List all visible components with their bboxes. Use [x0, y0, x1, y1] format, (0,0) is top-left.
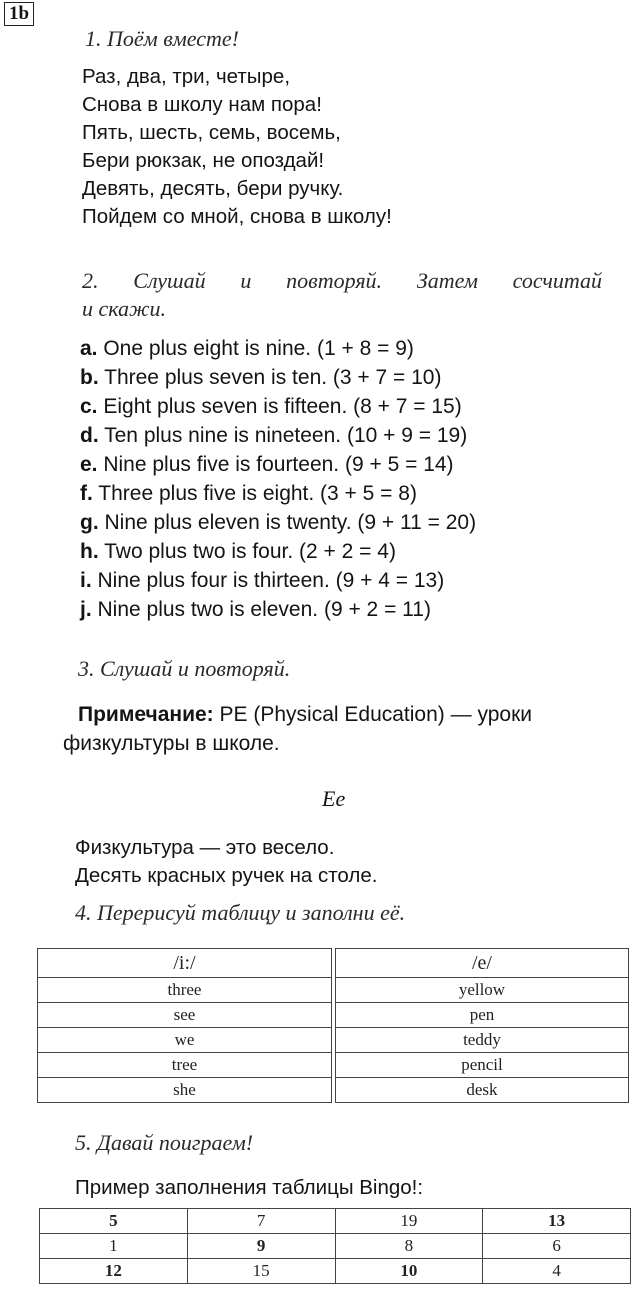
table-cell: she — [38, 1078, 332, 1103]
list-item: d. Ten plus nine is nineteen. (10 + 9 = 19) — [80, 424, 468, 447]
section2-heading-line2: и скажи. — [82, 296, 166, 321]
phonics-line: Десять красных ручек на столе. — [75, 864, 378, 887]
phonics-table — [37, 948, 629, 1103]
section4-heading: 4. Перерисуй таблицу и заполни её. — [75, 900, 406, 925]
list-item: b. Three plus seven is ten. (3 + 7 = 10) — [80, 366, 442, 389]
bingo-cell: 4 — [483, 1259, 631, 1284]
bingo-cell: 10 — [335, 1259, 483, 1284]
list-item: j. Nine plus two is eleven. (9 + 2 = 11) — [80, 598, 431, 621]
list-item: e. Nine plus five is fourteen. (9 + 5 = 14) — [80, 453, 454, 476]
bingo-cell: 19 — [335, 1209, 483, 1234]
note-label: Примечание: — [78, 703, 214, 726]
math-list — [80, 334, 476, 624]
table-cell: we — [38, 1028, 332, 1053]
list-item: g. Nine plus eleven is twenty. (9 + 11 = 20) — [80, 511, 477, 534]
bingo-table — [39, 1208, 631, 1284]
song-line: Пять, шесть, семь, восемь, — [82, 121, 341, 144]
table-cell: pen — [335, 1003, 628, 1028]
table-cell: three — [38, 978, 332, 1003]
section3-heading: 3. Слушай и повторяй. — [78, 656, 291, 681]
list-item: c. Eight plus seven is fifteen. (8 + 7 = 15) — [80, 395, 462, 418]
bingo-cell: 6 — [483, 1234, 631, 1259]
list-item: h. Two plus two is four. (2 + 2 = 4) — [80, 540, 396, 563]
bingo-cell: 7 — [187, 1209, 335, 1234]
bingo-cell: 8 — [335, 1234, 483, 1259]
song-line: Пойдем со мной, снова в школу! — [82, 205, 392, 228]
bingo-cell: 9 — [187, 1234, 335, 1259]
section2-heading-line1: 2. Слушай и повторяй. Затем сосчитай — [82, 268, 602, 293]
table-cell: desk — [335, 1078, 628, 1103]
song-line: Снова в школу нам пора! — [82, 93, 322, 116]
section5-heading: 5. Давай поиграем! — [75, 1130, 254, 1155]
song-line: Девять, десять, бери ручку. — [82, 177, 344, 200]
bingo-cell: 13 — [483, 1209, 631, 1234]
table-cell: yellow — [335, 978, 628, 1003]
note-line1 — [78, 703, 532, 727]
header-i: /i:/ — [38, 949, 332, 978]
phonics-lines — [75, 834, 377, 890]
bingo-cell: 15 — [187, 1259, 335, 1284]
list-item: a. One plus eight is nine. (1 + 8 = 9) — [80, 337, 414, 360]
song-line: Бери рюкзак, не опоздай! — [82, 149, 325, 172]
table-cell: see — [38, 1003, 332, 1028]
song-lines — [82, 63, 392, 231]
song-line: Раз, два, три, четыре, — [82, 65, 291, 88]
table-cell: pencil — [335, 1053, 628, 1078]
phonics-line: Физкультура — это весело. — [75, 836, 335, 859]
note-line2: физкультуры в школе. — [63, 732, 280, 755]
section1-heading: 1. Поём вместе! — [85, 26, 239, 51]
lesson-badge: 1b — [4, 2, 34, 26]
table-cell: teddy — [335, 1028, 628, 1053]
table-cell: tree — [38, 1053, 332, 1078]
list-item: i. Nine plus four is thirteen. (9 + 4 = 13) — [80, 569, 445, 592]
letter-ee: Ee — [322, 786, 346, 811]
list-item: f. Three plus five is eight. (3 + 5 = 8) — [80, 482, 417, 505]
bingo-cell: 1 — [40, 1234, 188, 1259]
bingo-intro: Пример заполнения таблицы Bingo!: — [75, 1176, 424, 1199]
bingo-cell: 12 — [40, 1259, 188, 1284]
bingo-cell: 5 — [40, 1209, 188, 1234]
note-text: PE (Physical Education) — уроки — [213, 703, 532, 726]
header-e: /e/ — [335, 949, 628, 978]
